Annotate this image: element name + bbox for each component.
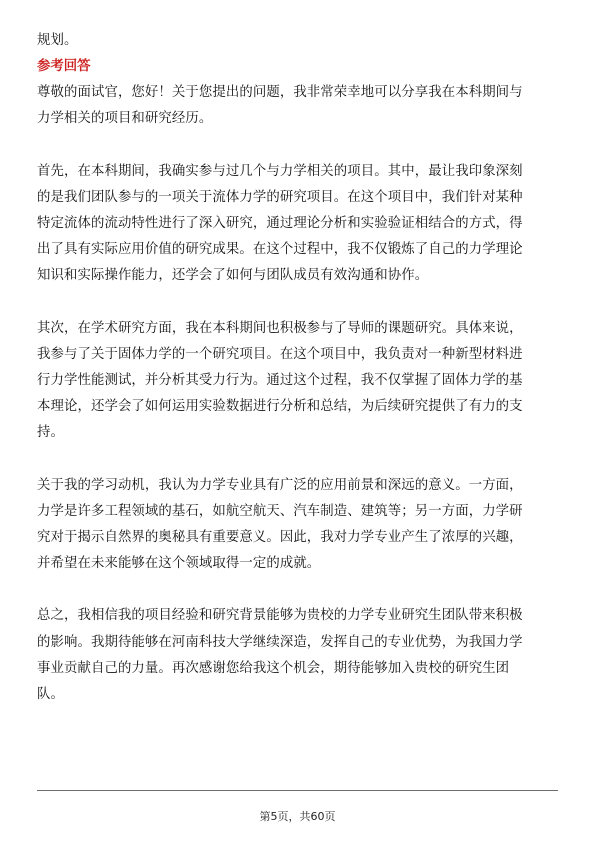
paragraph-line: 的是我们团队参与的一项关于流体力学的研究项目。在这个项目中，我们针对某种 bbox=[37, 189, 523, 205]
paragraph-line: 事业贡献自己的力量。再次感谢您给我这个机会，期待能够加入贵校的研究生团 bbox=[37, 660, 510, 676]
document-body bbox=[37, 28, 559, 708]
footer-divider bbox=[37, 790, 558, 791]
paragraph-research bbox=[37, 316, 559, 447]
page-number: 第5页，共60页 bbox=[259, 810, 336, 823]
paragraph-motivation bbox=[37, 473, 559, 578]
paragraph-line: 我参与了关于固体力学的一个研究项目。在这个项目中，我负责对一种新型材料进 bbox=[37, 346, 523, 362]
paragraph-line: 的影响。我期待能够在河南科技大学继续深造，发挥自己的专业优势，为我国力学 bbox=[37, 634, 523, 650]
paragraph-line: 知识和实际操作能力，还学会了如何与团队成员有效沟通和协作。 bbox=[37, 268, 429, 284]
paragraph-line: 出了具有实际应用价值的研究成果。在这个过程中，我不仅锻炼了自己的力学理论 bbox=[37, 242, 523, 258]
paragraph-line: 并希望在未来能够在这个领域取得一定的成就。 bbox=[37, 556, 321, 572]
paragraph-intro bbox=[37, 80, 559, 132]
answer-heading: 参考回答 bbox=[37, 59, 91, 75]
paragraph-line: 首先，在本科期间，我确实参与过几个与力学相关的项目。其中，最让我印象深刻 bbox=[37, 163, 523, 179]
paragraph-line: 究对于揭示自然界的奥秘具有重要意义。因此，我对力学专业产生了浓厚的兴趣， bbox=[37, 530, 523, 546]
paragraph-line: 总之，我相信我的项目经验和研究背景能够为贵校的力学专业研究生团队带来积极 bbox=[37, 608, 523, 624]
paragraph-gap bbox=[37, 290, 559, 316]
paragraph-line: 队。 bbox=[37, 687, 64, 703]
paragraph-projects bbox=[37, 159, 559, 290]
paragraph-line: 其次，在学术研究方面，我在本科期间也积极参与了导师的课题研究。具体来说， bbox=[37, 320, 523, 336]
paragraph-line: 关于我的学习动机，我认为力学专业具有广泛的应用前景和深远的意义。一方面， bbox=[37, 477, 523, 493]
paragraph-line: 力学是许多工程领域的基石，如航空航天、汽车制造、建筑等；另一方面，力学研 bbox=[37, 503, 523, 519]
paragraph-gap bbox=[37, 577, 559, 603]
paragraph-gap bbox=[37, 133, 559, 159]
paragraph-line: 尊敬的面试官，您好！关于您提出的问题，我非常荣幸地可以分享我在本科期间与 bbox=[37, 85, 523, 101]
paragraph-line: 持。 bbox=[37, 425, 64, 441]
paragraph-line: 特定流体的流动特性进行了深入研究，通过理论分析和实验验证相结合的方式，得 bbox=[37, 216, 523, 232]
paragraph-line: 行力学性能测试，并分析其受力行为。通过这个过程，我不仅掌握了固体力学的基 bbox=[37, 373, 523, 389]
paragraph-gap bbox=[37, 447, 559, 473]
paragraph-line: 本理论，还学会了如何运用实验数据进行分析和总结，为后续研究提供了有力的支 bbox=[37, 399, 523, 415]
top-fragment: 规划。 bbox=[37, 33, 78, 48]
paragraph-conclusion bbox=[37, 603, 559, 708]
paragraph-line: 力学相关的项目和研究经历。 bbox=[37, 111, 213, 127]
